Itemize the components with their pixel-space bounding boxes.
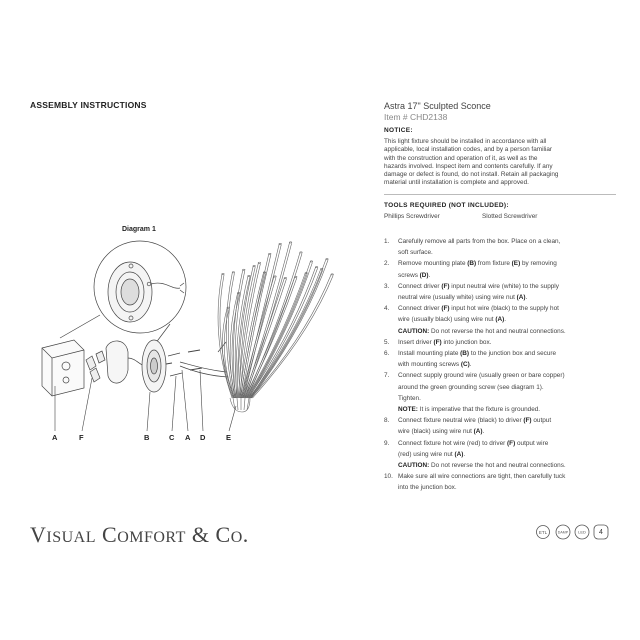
step-item — [384, 236, 616, 258]
step-line: Connect driver (F) input neutral wire (white) to the supply — [398, 282, 559, 290]
fixture-rod-tip — [326, 259, 328, 260]
fixture-rod-tip — [258, 262, 260, 263]
step-line: with mounting screws (C). — [398, 361, 472, 369]
step-line: Insert driver (F) into junction box. — [398, 338, 492, 346]
step-line: Connect fixture neutral wire (black) to driver (F) output — [398, 417, 552, 425]
brand-part: ISUAL — [46, 529, 96, 546]
junction-box — [42, 340, 84, 396]
etl-text: ETL — [538, 529, 548, 535]
step-line: around the green grounding screw (see diagram 1). — [398, 383, 544, 391]
fixture-rod-tip — [289, 242, 291, 243]
brand-part: OMFORT — [117, 529, 186, 546]
step-line: Carefully remove all parts from the box. Place on a clean, — [398, 238, 561, 245]
step-line: Connect fixture hot wire (red) to driver (F) output wire — [398, 439, 549, 447]
brand-part: O — [230, 529, 243, 546]
notice-line: damage or defect is found, do not install. Retain all packaging — [384, 171, 559, 179]
product-name: Astra 17" Sculpted Sconce — [384, 101, 491, 111]
notice-text — [384, 138, 616, 188]
notice-line: hazards involved. Inspect item and contents carefully. If any — [384, 162, 553, 170]
step-line: soft surface. — [398, 249, 433, 257]
fixture-rod — [245, 277, 295, 398]
step-item — [384, 337, 616, 348]
tools-heading: TOOLS REQUIRED (NOT INCLUDED): — [384, 202, 509, 209]
wire-nuts — [86, 351, 105, 382]
fixture-rod-tip — [222, 273, 224, 274]
step-line: Make sure all wire connections are tight, then carefully tuck — [398, 473, 566, 481]
step-number: 2. — [384, 260, 390, 268]
step-line: Tighten. — [398, 394, 421, 402]
etl-badge-icon — [537, 526, 550, 539]
led-text: LED — [578, 529, 586, 535]
step-number: 9. — [384, 439, 390, 447]
step-item — [384, 348, 616, 370]
detail-circle — [60, 241, 186, 348]
step-line: Remove mounting plate (B) from fixture (E) by removing — [398, 260, 557, 268]
fixture-rod-tip — [331, 274, 333, 275]
label-e: E — [226, 433, 232, 442]
step-line: Connect driver (F) input hot wire (black) to the supply hot — [398, 305, 559, 313]
step-number: 6. — [384, 350, 390, 358]
step-number: 5. — [384, 338, 390, 346]
notice-heading: NOTICE: — [384, 127, 413, 134]
fixture-rod-tip — [315, 267, 317, 268]
label-f: F — [79, 433, 84, 442]
fixture-rod-tip — [243, 269, 245, 270]
step-line: neutral wire (usually white) using wire nut (A). — [398, 294, 528, 302]
assembly-diagram — [30, 220, 360, 450]
step-number: 4. — [384, 305, 390, 313]
fixture-rod-tip — [253, 265, 255, 266]
fixture-rod-tip — [248, 275, 250, 276]
step-line: Connect supply ground wire (usually green or bare copper) — [398, 372, 565, 380]
step-item — [384, 281, 616, 303]
step-line: CAUTION: Do not reverse the hot and neutral connections. — [398, 462, 566, 470]
step-line: into the junction box. — [398, 484, 457, 492]
certification-badges — [536, 520, 616, 544]
brand-part: C — [215, 522, 231, 547]
section-divider — [384, 194, 616, 195]
brand-part: C — [102, 522, 118, 547]
step-list — [384, 236, 616, 494]
label-d: D — [200, 433, 206, 442]
fixture-wires — [180, 342, 228, 377]
step-item — [384, 471, 616, 493]
damp-badge-icon — [556, 525, 570, 539]
fixture-rod-tip — [284, 277, 286, 278]
brand-part: & — [185, 522, 216, 547]
fixture-rod-tip — [279, 243, 281, 244]
step-item — [384, 415, 616, 437]
step-line: CAUTION: Do not reverse the hot and neutral connections. — [398, 327, 566, 335]
step-line: NOTE: It is imperative that the fixture is grounded. — [398, 406, 541, 414]
tool-phillips: Phillips Screwdriver — [384, 213, 440, 220]
notice-line: with the construction and operation of it, as well as the — [384, 154, 538, 162]
step-line: Install mounting plate (B) to the junction box and secure — [398, 350, 557, 358]
item-number: Item # CHD2138 — [384, 112, 448, 122]
fixture-rod-tip — [269, 253, 271, 254]
step-item — [384, 258, 616, 280]
brand-part: V — [30, 522, 47, 547]
notice-line: applicable, local installation codes, and by a person familiar — [384, 146, 553, 154]
fixture-rod-tip — [300, 252, 302, 253]
label-a: A — [52, 433, 58, 442]
step-number: 8. — [384, 417, 390, 425]
mounting-plate — [142, 340, 166, 392]
step-number: 1. — [384, 238, 390, 245]
tool-slotted: Slotted Screwdriver — [482, 213, 538, 220]
step-item — [384, 370, 616, 415]
diagram-title: Diagram 1 — [122, 226, 156, 233]
step-number: 7. — [384, 372, 390, 380]
driver — [106, 341, 146, 383]
step-item — [384, 438, 616, 472]
led-badge-icon — [575, 525, 589, 539]
fixture-base-rod — [244, 398, 245, 410]
step-item — [384, 303, 616, 337]
fixture-rod-tip — [274, 276, 276, 277]
notice-line: This light fixture should be installed in accordance with all — [384, 138, 547, 145]
assembly-title: ASSEMBLY INSTRUCTIONS — [30, 100, 147, 110]
step-line: wire (usually black) using wire nut (A). — [398, 316, 506, 324]
damp-text: DAMP — [557, 530, 569, 535]
fixture-rod-tip — [232, 272, 234, 273]
brand-logo — [30, 522, 249, 548]
notice-line: material until installation is complete and approved. — [384, 179, 529, 187]
label-a2: A — [185, 433, 191, 442]
step-number: 10. — [384, 473, 393, 481]
number-text: 4 — [599, 529, 603, 536]
fixture-base-rod — [237, 398, 238, 410]
label-b: B — [144, 433, 150, 442]
number-badge-icon — [594, 525, 608, 539]
brand-part: . — [242, 522, 249, 547]
step-line: wire (black) using wire nut (A). — [398, 428, 485, 436]
fixture-rod-tip — [310, 261, 312, 262]
step-line: (red) using wire nut (A). — [398, 450, 466, 458]
step-line: screws (D). — [398, 271, 431, 279]
sconce-fixture — [218, 242, 333, 412]
step-number: 3. — [384, 282, 390, 290]
label-c: C — [169, 433, 175, 442]
